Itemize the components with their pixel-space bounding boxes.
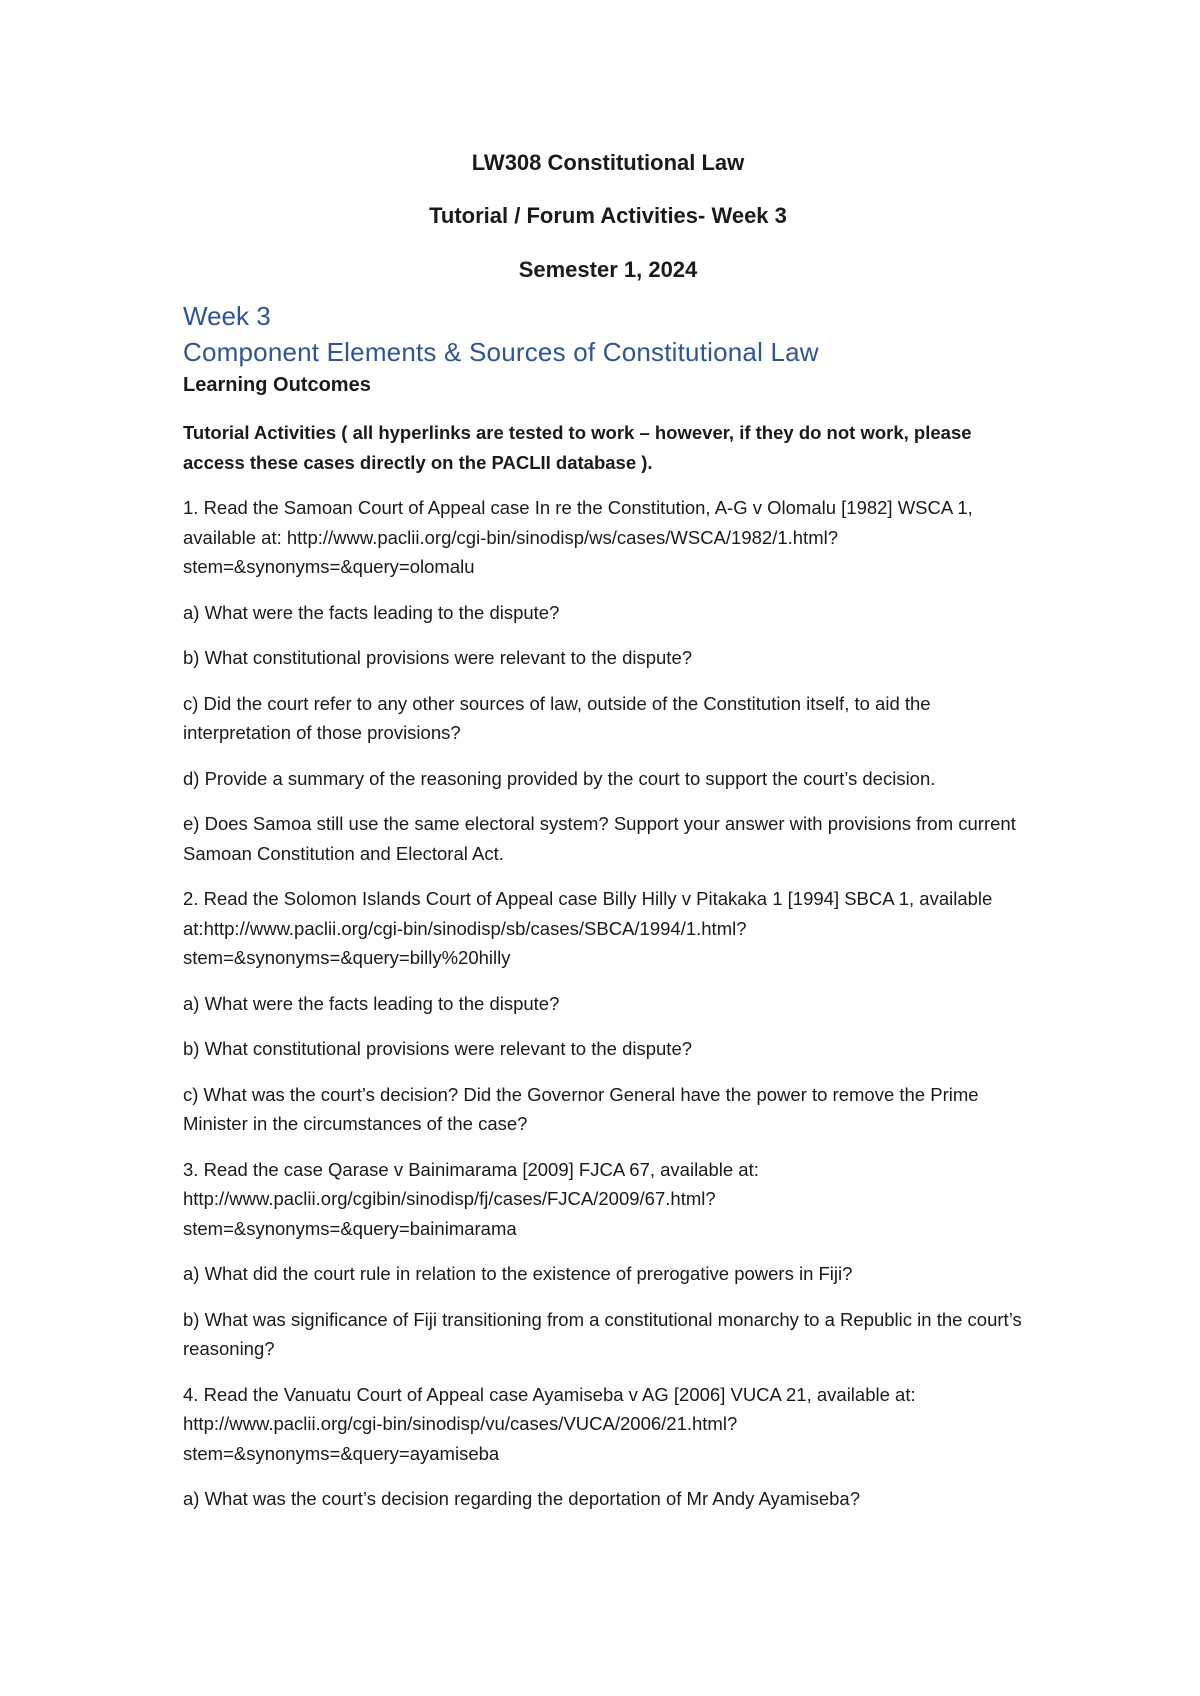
question-4: 4. Read the Vanuatu Court of Appeal case Ayamiseba v AG [2006] VUCA 21, available at: http://www.paclii.org/cgi-bin/sinodisp/vu/cases/VUCA/2006/21.html?stem=&synonyms=&query=ayamiseba xyxy=(183,1383,916,1464)
question-1c: c) Did the court refer to any other sources of law, outside of the Constitution itself, to aid the interpretation of those provisions? xyxy=(183,692,931,743)
question-2c: c) What was the court’s decision? Did the Governor General have the power to remove the Prime Minister in the circumstances of the case? xyxy=(183,1083,979,1134)
topic-heading: Component Elements & Sources of Constitutional Law xyxy=(183,337,819,367)
document-body xyxy=(183,148,1033,1514)
question-1d: d) Provide a summary of the reasoning provided by the court to support the court’s decision. xyxy=(183,767,936,789)
week-heading: Week 3 xyxy=(183,301,271,331)
semester-label: Semester 1, 2024 xyxy=(518,257,698,282)
learning-outcomes-heading: Learning Outcomes xyxy=(183,374,371,396)
question-2: 2. Read the Solomon Islands Court of Appeal case Billy Hilly v Pitakaka 1 [1994] SBCA 1, available at:http://www.paclii.org/cgi-bin/sinodisp/sb/cases/SBCA/1994/1.html?stem=&synonyms=&query=billy%20hilly xyxy=(183,888,993,968)
question-1b: b) What constitutional provisions were relevant to the dispute? xyxy=(183,647,693,668)
question-2b: b) What constitutional provisions were relevant to the dispute? xyxy=(183,1038,693,1059)
question-4a: a) What was the court’s decision regarding the deportation of Mr Andy Ayamiseba? xyxy=(183,1488,861,1509)
question-1a: a) What were the facts leading to the dispute? xyxy=(183,601,560,623)
question-1: 1. Read the Samoan Court of Appeal case In re the Constitution, A-G v Olomalu [1982] WSCA 1, available at: http://www.paclii.org/cgi-bin/sinodisp/ws/cases/WSCA/1982/1.html?stem=&synonyms=&query=olomalu xyxy=(183,497,973,577)
question-2a: a) What were the facts leading to the dispute? xyxy=(183,992,560,1014)
question-1e: e) Does Samoa still use the same electoral system? Support your answer with provisions from current Samoan Constitution and Electoral Act. xyxy=(183,813,1016,864)
course-title: LW308 Constitutional Law xyxy=(471,150,745,175)
tutorial-activities-intro: Tutorial Activities ( all hyperlinks are tested to work – however, if they do not work, please access these cases directly on the PACLII database ). xyxy=(183,422,972,473)
question-3a: a) What did the court rule in relation to the existence of prerogative powers in Fiji? xyxy=(183,1263,853,1284)
document-subtitle: Tutorial / Forum Activities- Week 3 xyxy=(429,203,787,228)
question-3b: b) What was significance of Fiji transitioning from a constitutional monarchy to a Republic in the court’s reasoning? xyxy=(183,1308,1022,1359)
question-3: 3. Read the case Qarase v Bainimarama [2009] FJCA 67, available at: http://www.paclii.org/cgibin/sinodisp/fj/cases/FJCA/2009/67.html?stem=&synonyms=&query=bainimarama xyxy=(183,1158,759,1239)
